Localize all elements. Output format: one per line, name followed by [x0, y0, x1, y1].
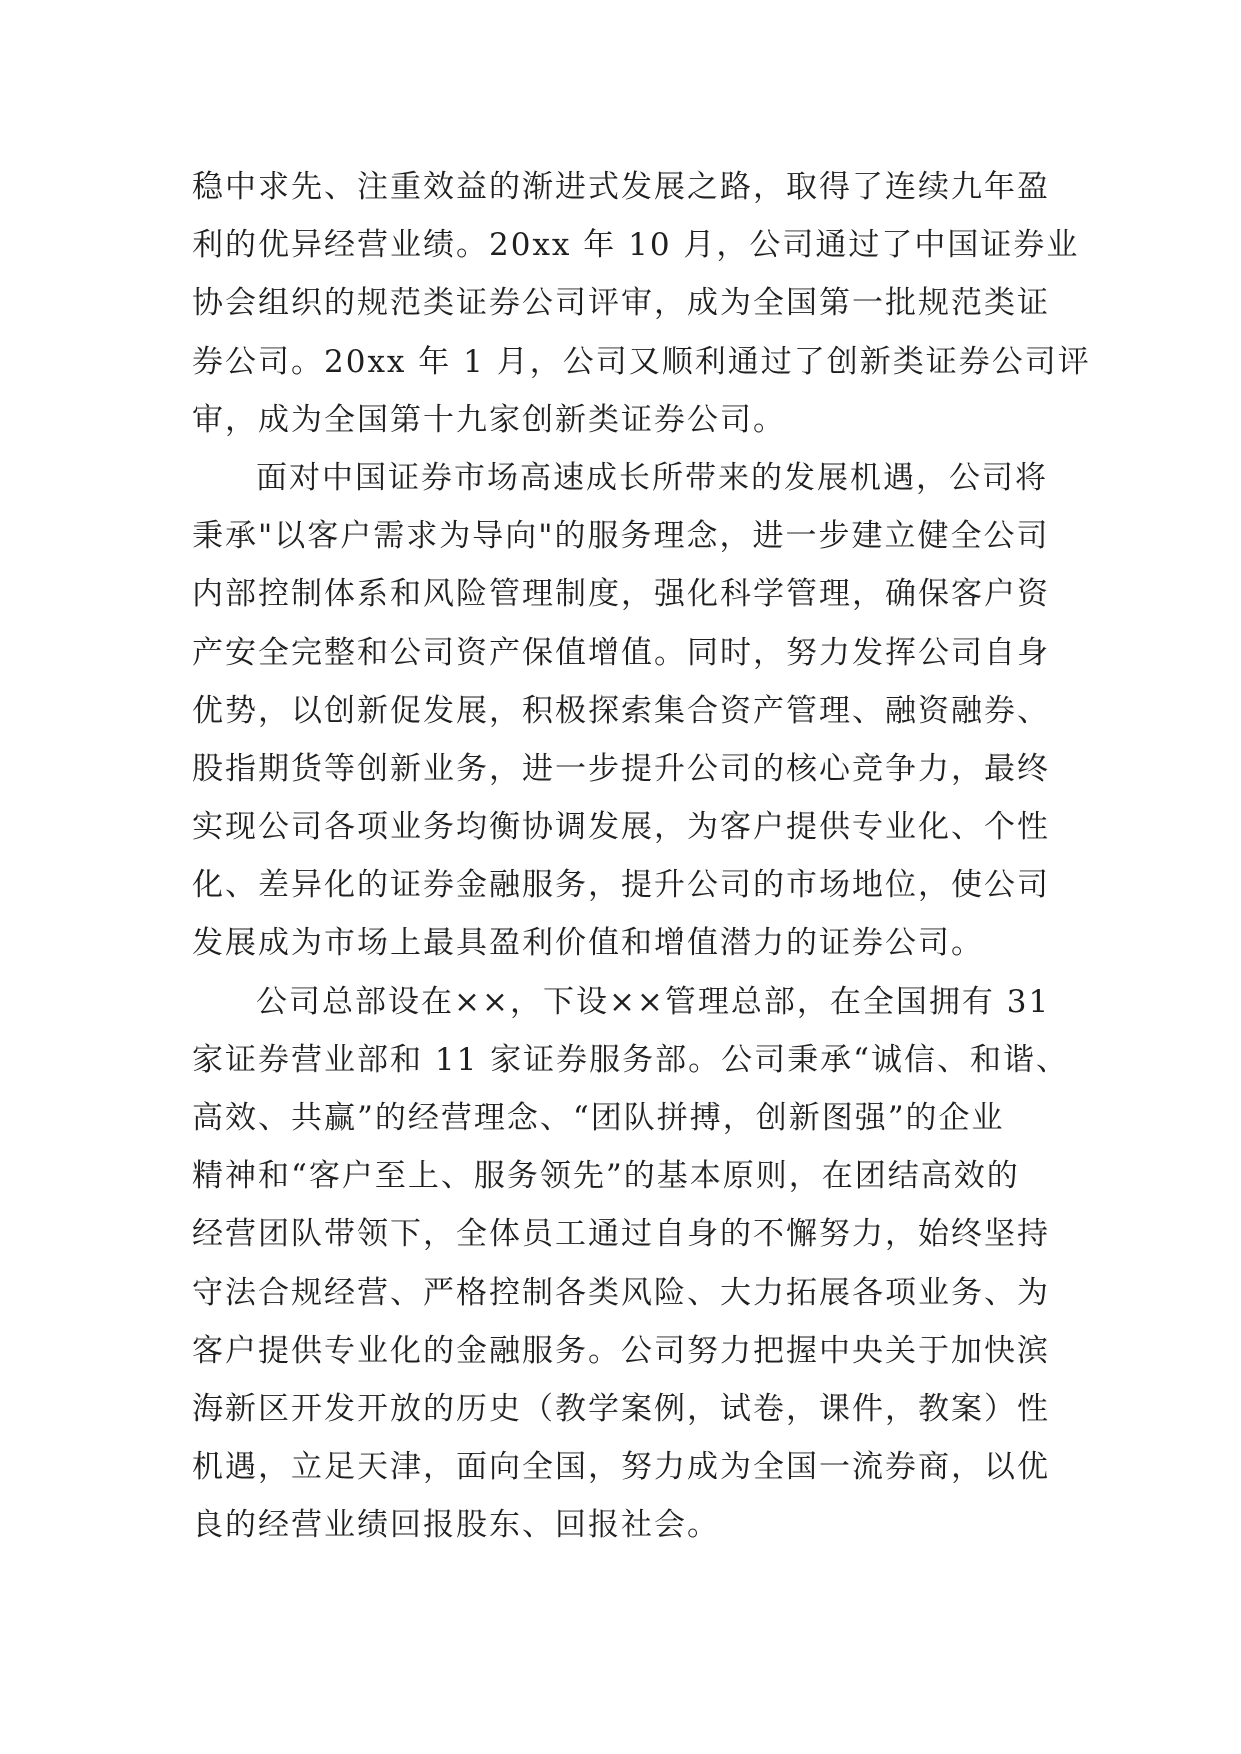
paragraph-line: 协会组织的规范类证券公司评审，成为全国第一批规范类证: [192, 285, 1050, 322]
paragraph-line: 实现公司各项业务均衡协调发展，为客户提供专业化、个性: [192, 809, 1050, 846]
paragraph-line: 公司总部设在××，下设××管理总部，在全国拥有 31: [256, 983, 1051, 1020]
paragraph-line: 经营团队带领下，全体员工通过自身的不懈努力，始终坚持: [192, 1216, 1050, 1253]
paragraph-line: 精神和“客户至上、服务领先”的基本原则，在团结高效的: [192, 1158, 1020, 1195]
paragraph-line: 海新区开发开放的历史（教学案例，试卷，课件，教案）性: [192, 1390, 1050, 1427]
paragraph-line: 守法合规经营、严格控制各类风险、大力拓展各项业务、为: [192, 1274, 1050, 1311]
paragraph-line: 内部控制体系和风险管理制度，强化科学管理，确保客户资: [192, 576, 1050, 613]
paragraph-line: 利的优异经营业绩。20xx 年 10 月，公司通过了中国证券业: [192, 227, 1080, 264]
paragraph-2: [192, 449, 1072, 973]
paragraph-line: 发展成为市场上最具盈利价值和增值潜力的证券公司。: [192, 925, 984, 962]
paragraph-line: 良的经营业绩回报股东、回报社会。: [192, 1507, 720, 1544]
paragraph-line: 优势，以创新促发展，积极探索集合资产管理、融资融券、: [192, 692, 1050, 729]
paragraph-line: 化、差异化的证券金融服务，提升公司的市场地位，使公司: [192, 867, 1050, 904]
paragraph-line: 股指期货等创新业务，进一步提升公司的核心竞争力，最终: [192, 750, 1050, 787]
paragraph-line: 秉承"以客户需求为导向"的服务理念，进一步建立健全公司: [192, 518, 1050, 555]
paragraph-line: 家证券营业部和 11 家证券服务部。公司秉承“诚信、和谐、: [192, 1041, 1069, 1078]
paragraph-line: 客户提供专业化的金融服务。公司努力把握中央关于加快滨: [192, 1332, 1050, 1369]
paragraph-line: 机遇，立足天津，面向全国，努力成为全国一流券商，以优: [192, 1449, 1050, 1486]
paragraph-3: [192, 973, 1072, 1555]
paragraph-line: 审，成为全国第十九家创新类证券公司。: [192, 401, 786, 438]
document-body: [192, 158, 1091, 1555]
paragraph-1: [192, 158, 1091, 449]
paragraph-line: 稳中求先、注重效益的渐进式发展之路，取得了连续九年盈: [192, 169, 1050, 205]
paragraph-line: 高效、共赢”的经营理念、“团队拼搏，创新图强”的企业: [192, 1100, 1005, 1136]
paragraph-line: 面对中国证券市场高速成长所带来的发展机遇，公司将: [256, 459, 1048, 496]
paragraph-line: 券公司。20xx 年 1 月，公司又顺利通过了创新类证券公司评: [192, 343, 1091, 380]
paragraph-line: 产安全完整和公司资产保值增值。同时，努力发挥公司自身: [192, 634, 1050, 671]
